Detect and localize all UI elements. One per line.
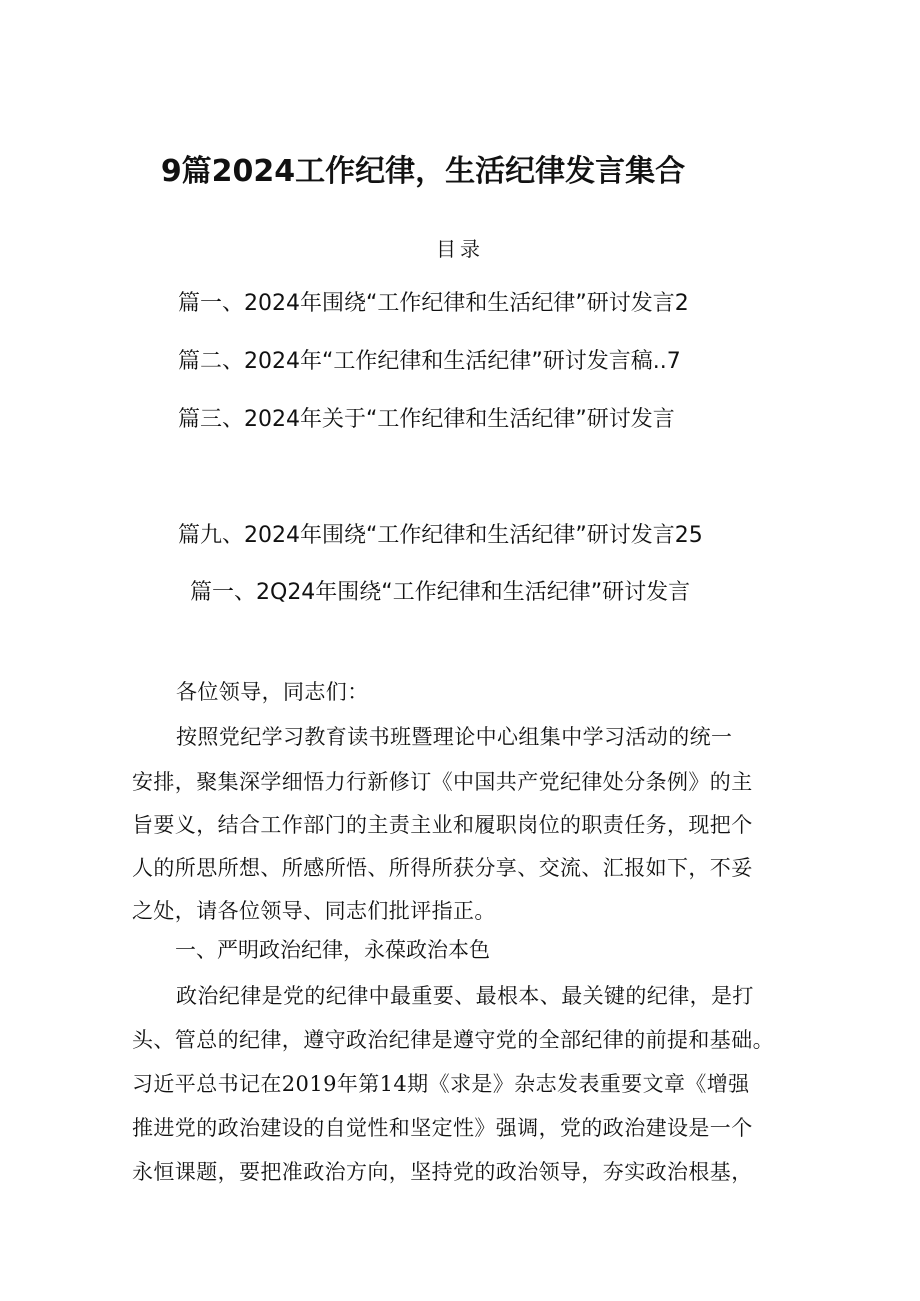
toc-entry: 篇九、2024年围绕“工作纪律和生活纪律”研讨发言25 bbox=[178, 523, 703, 548]
paragraph-line: 永恒课题，要把准政治方向，坚持党的政治领导，夯实政治根基， bbox=[132, 1160, 753, 1184]
paragraph-line: 人的所思所想、所感所悟、所得所获分享、交流、汇报如下，不妥 bbox=[132, 856, 753, 880]
toc-entry: 篇一、2024年围绕“工作纪律和生活纪律”研讨发言2 bbox=[178, 291, 689, 316]
paragraph-line: 之处，请各位领导、同志们批评指正。 bbox=[132, 899, 496, 923]
paragraph-line: 政治纪律是党的纪律中最重要、最根本、最关键的纪律，是打 bbox=[176, 984, 754, 1008]
article-heading: 篇一、2Q24年围绕“工作纪律和生活纪律”研讨发言 bbox=[190, 580, 691, 605]
document-title: 9篇2024工作纪律，生活纪律发言集合 bbox=[160, 154, 686, 189]
toc-heading: 目录 bbox=[436, 237, 484, 261]
paragraph-line: 头、管总的纪律，遵守政治纪律是遵守党的全部纪律的前提和基础。 bbox=[132, 1028, 774, 1052]
paragraph-line: 习近平总书记在2019年第14期《求是》杂志发表重要文章《增强 bbox=[132, 1072, 750, 1096]
salutation: 各位领导，同志们： bbox=[176, 680, 369, 704]
paragraph-line: 推进党的政治建设的自觉性和坚定性》强调，党的政治建设是一个 bbox=[132, 1116, 753, 1140]
toc-entry: 篇二、2024年“工作纪律和生活纪律”研讨发言稿..7 bbox=[178, 349, 681, 374]
paragraph-line: 旨要义，结合工作部门的主责主业和履职岗位的职责任务，现把个 bbox=[132, 813, 753, 837]
toc-entry: 篇三、2024年关于“工作纪律和生活纪律”研讨发言 bbox=[178, 407, 675, 432]
section-heading: 一、严明政治纪律，永葆政治本色 bbox=[175, 938, 490, 962]
paragraph-line: 按照党纪学习教育读书班暨理论中心组集中学习活动的统一 bbox=[176, 725, 733, 749]
paragraph-line: 安排，聚集深学细悟力行新修订《中国共产党纪律处分条例》的主 bbox=[132, 770, 753, 794]
